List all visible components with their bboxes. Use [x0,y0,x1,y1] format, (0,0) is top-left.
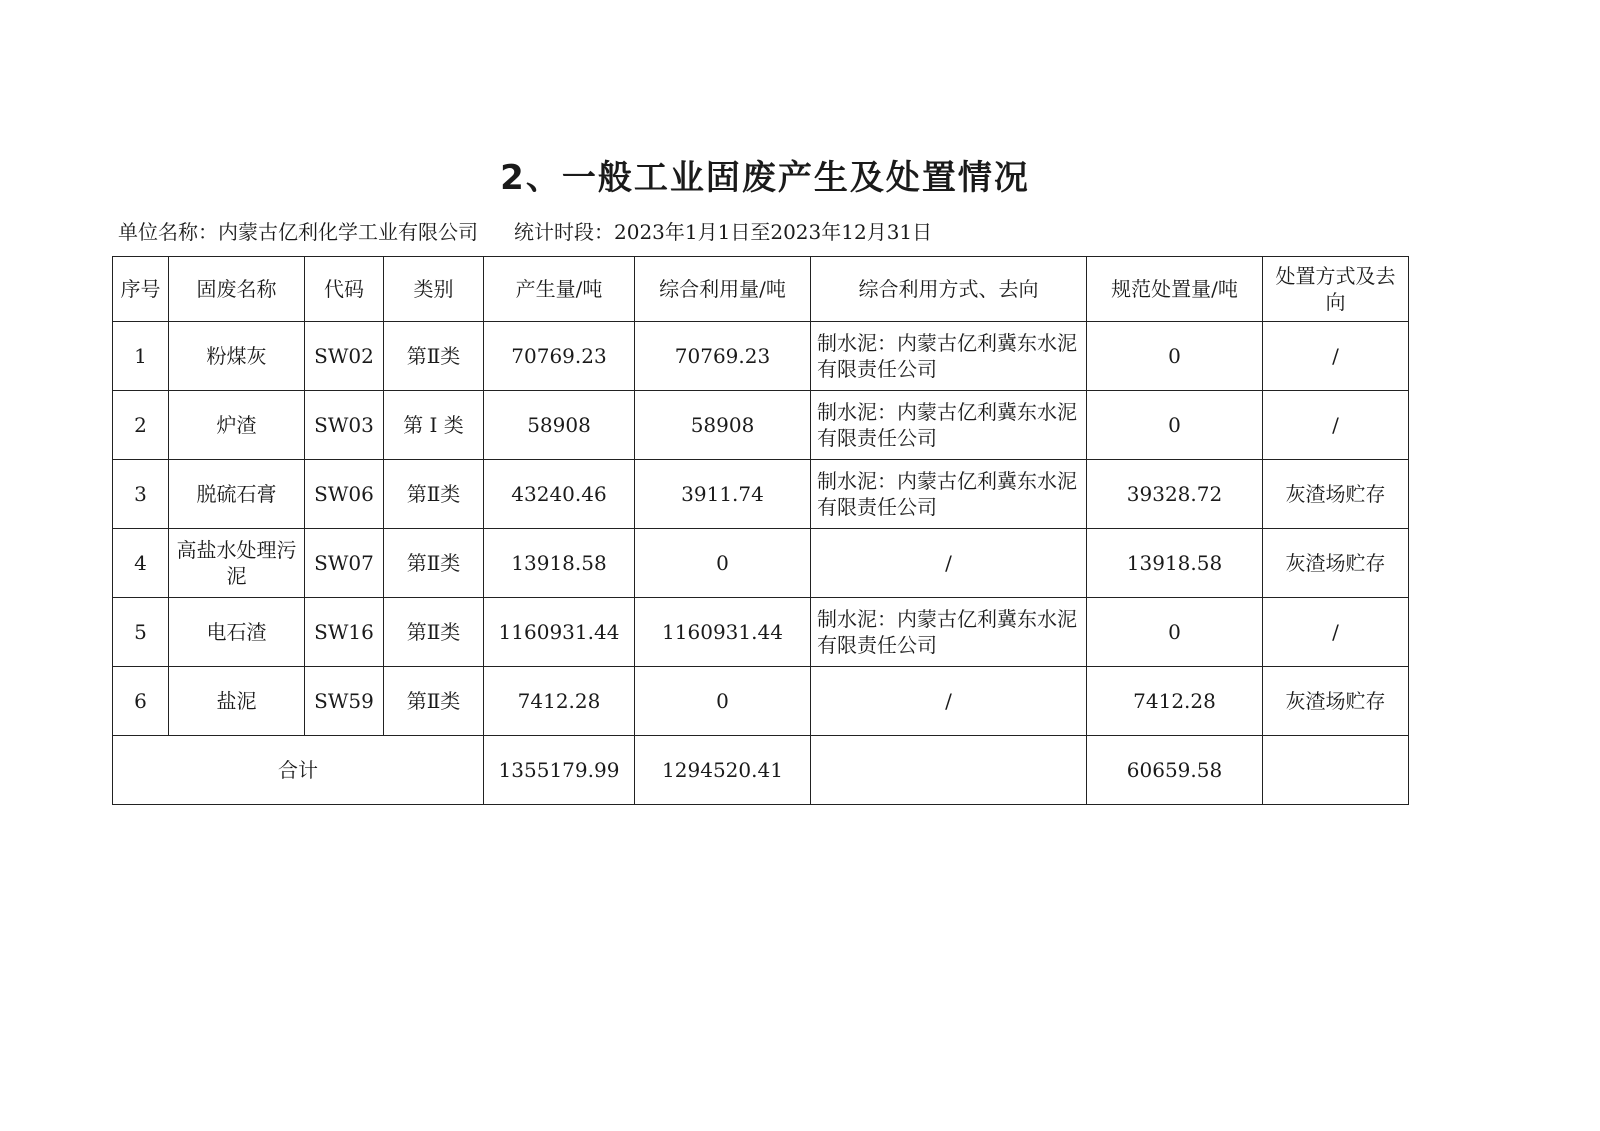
table-row [113,460,1409,529]
utilization-method: / [811,667,1087,736]
disposal-method: 灰渣场贮存 [1263,529,1409,598]
disposal-method: 灰渣场贮存 [1263,460,1409,529]
disposed-amount: 13918.58 [1087,529,1263,598]
utilization-method: 制水泥：内蒙古亿利冀东水泥有限责任公司 [811,322,1087,391]
waste-name: 盐泥 [169,667,305,736]
waste-name: 电石渣 [169,598,305,667]
produced-amount: 70769.23 [484,322,635,391]
solid-waste-table [112,256,1409,805]
waste-category: 第Ⅱ类 [384,322,484,391]
utilization-method: 制水泥：内蒙古亿利冀东水泥有限责任公司 [811,391,1087,460]
utilization-method: 制水泥：内蒙古亿利冀东水泥有限责任公司 [811,598,1087,667]
waste-code: SW06 [305,460,384,529]
utilization-method: 制水泥：内蒙古亿利冀东水泥有限责任公司 [811,460,1087,529]
table-row [113,529,1409,598]
total-utilized: 1294520.41 [635,736,811,805]
waste-code: SW16 [305,598,384,667]
disposed-amount: 0 [1087,391,1263,460]
total-utilization-method [811,736,1087,805]
utilized-amount: 1160931.44 [635,598,811,667]
disposal-method: / [1263,598,1409,667]
waste-code: SW59 [305,667,384,736]
table-row [113,322,1409,391]
waste-code: SW02 [305,322,384,391]
total-produced: 1355179.99 [484,736,635,805]
header-cell: 类别 [384,257,484,322]
unit-name: 单位名称：内蒙古亿利化学工业有限公司 [118,220,478,244]
utilized-amount: 58908 [635,391,811,460]
header-cell: 综合利用方式、去向 [811,257,1087,322]
waste-category: 第Ⅱ类 [384,598,484,667]
disposed-amount: 0 [1087,598,1263,667]
produced-amount: 58908 [484,391,635,460]
waste-code: SW07 [305,529,384,598]
statistics-period: 统计时段：2023年1月1日至2023年12月31日 [514,220,933,244]
waste-category: 第Ⅱ类 [384,667,484,736]
header-cell: 规范处置量/吨 [1087,257,1263,322]
waste-category: 第Ⅱ类 [384,460,484,529]
table-row [113,598,1409,667]
produced-amount: 7412.28 [484,667,635,736]
row-number: 5 [113,598,169,667]
row-number: 4 [113,529,169,598]
disposal-method: 灰渣场贮存 [1263,667,1409,736]
waste-category: 第Ⅱ类 [384,529,484,598]
total-label: 合计 [113,736,484,805]
row-number: 2 [113,391,169,460]
table-row [113,391,1409,460]
utilized-amount: 0 [635,529,811,598]
waste-name: 脱硫石膏 [169,460,305,529]
utilized-amount: 0 [635,667,811,736]
disposed-amount: 0 [1087,322,1263,391]
header-cell: 固废名称 [169,257,305,322]
header-cell: 产生量/吨 [484,257,635,322]
row-number: 6 [113,667,169,736]
waste-name: 粉煤灰 [169,322,305,391]
header-row [113,257,1409,322]
header-cell: 综合利用量/吨 [635,257,811,322]
produced-amount: 43240.46 [484,460,635,529]
utilization-method: / [811,529,1087,598]
disposed-amount: 7412.28 [1087,667,1263,736]
disposed-amount: 39328.72 [1087,460,1263,529]
produced-amount: 1160931.44 [484,598,635,667]
row-number: 1 [113,322,169,391]
disposal-method: / [1263,322,1409,391]
waste-category: 第 Ⅰ 类 [384,391,484,460]
utilized-amount: 3911.74 [635,460,811,529]
produced-amount: 13918.58 [484,529,635,598]
waste-code: SW03 [305,391,384,460]
document-meta [118,216,932,245]
header-cell: 处置方式及去向 [1263,257,1409,322]
row-number: 3 [113,460,169,529]
total-row [113,736,1409,805]
total-disposed: 60659.58 [1087,736,1263,805]
header-cell: 代码 [305,257,384,322]
header-cell: 序号 [113,257,169,322]
table-row [113,667,1409,736]
utilized-amount: 70769.23 [635,322,811,391]
waste-name: 炉渣 [169,391,305,460]
total-disposal-method [1263,736,1409,805]
page-title: 2、一般工业固废产生及处置情况 [500,158,1030,198]
waste-name: 高盐水处理污泥 [169,529,305,598]
disposal-method: / [1263,391,1409,460]
